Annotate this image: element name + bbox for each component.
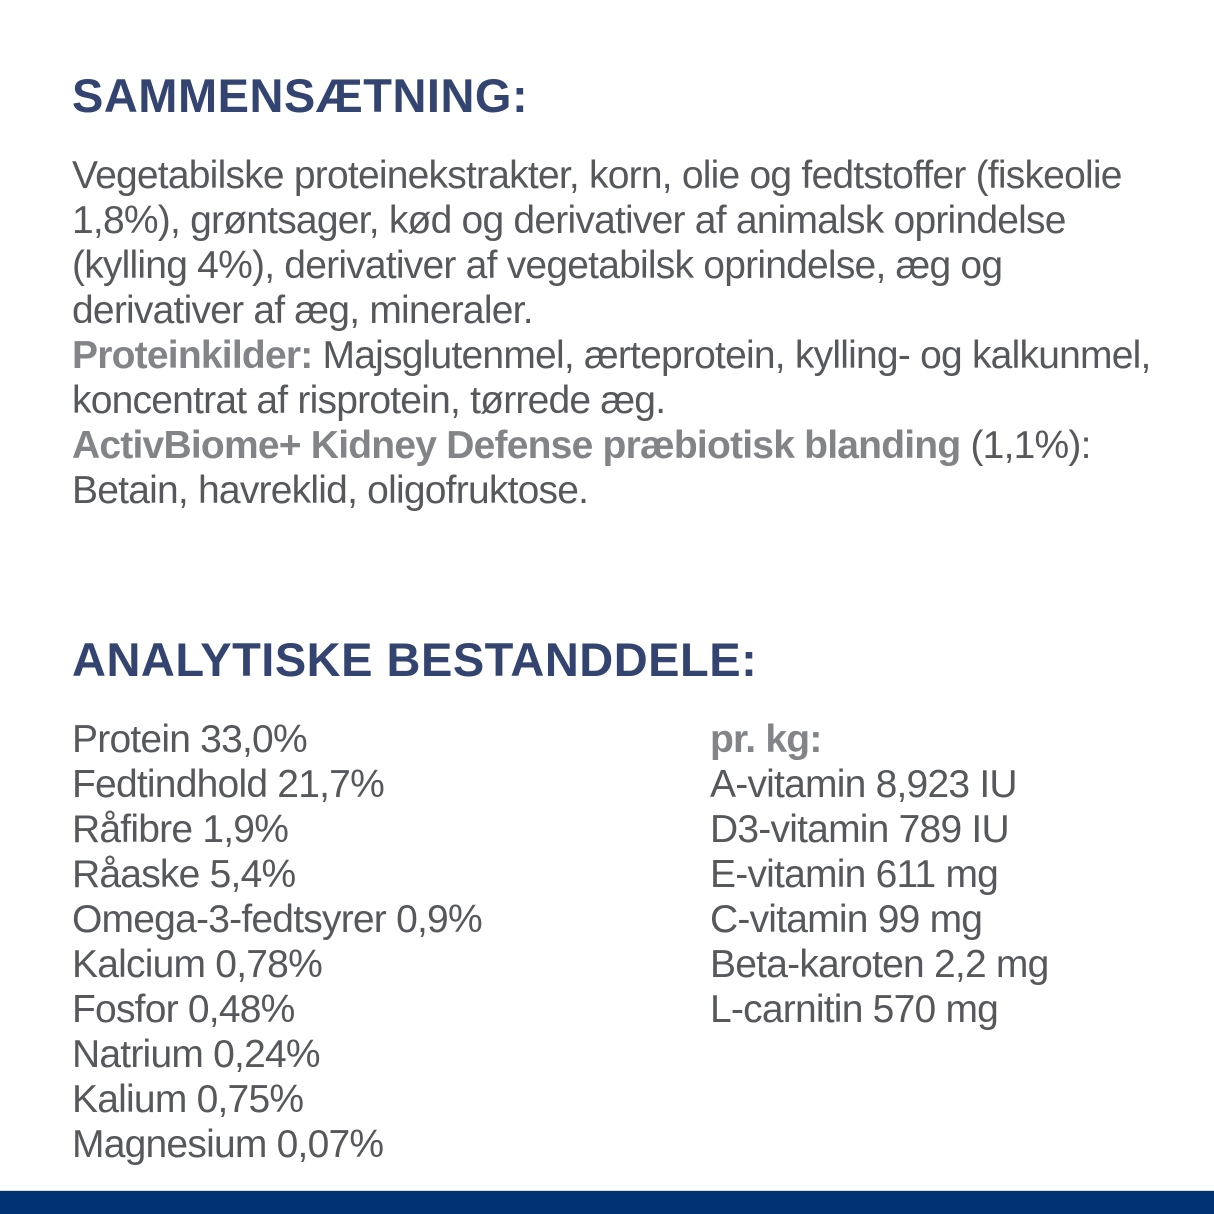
analysis-item-vitamin-d3: D3-vitamin 789 IU	[710, 808, 1009, 851]
analysis-item-magnesium: Magnesium 0,07%	[72, 1123, 384, 1166]
analysis-columns	[72, 717, 1158, 1167]
analysis-left-column	[72, 717, 710, 1167]
analysis-item-omega3: Omega-3-fedtsyrer 0,9%	[72, 898, 482, 941]
composition-body	[72, 153, 1158, 513]
composition-section	[72, 69, 1158, 513]
analysis-item-ash: Råaske 5,4%	[72, 853, 296, 896]
protein-sources-text: Majsglutenmel, ærteprotein, kylling- og kalkunmel, koncentrat af risprotein, tørrede æg.	[72, 334, 1151, 422]
analysis-right-column	[710, 717, 1158, 1167]
analysis-item-betacarotene: Beta-karoten 2,2 mg	[710, 943, 1049, 986]
analysis-section	[72, 633, 1158, 1167]
activbiome-text: (1,1%): Betain, havreklid, oligofruktose.	[72, 424, 1091, 512]
per-kg-label: pr. kg:	[710, 718, 822, 761]
analysis-item-vitamin-e: E-vitamin 611 mg	[710, 853, 999, 896]
analysis-item-phosphorus: Fosfor 0,48%	[72, 988, 295, 1031]
protein-sources-paragraph	[72, 333, 1158, 423]
activbiome-label: ActivBiome+ Kidney Defense præbiotisk blanding	[72, 424, 961, 467]
analysis-item-vitamin-c: C-vitamin 99 mg	[710, 898, 983, 941]
activbiome-paragraph	[72, 423, 1158, 513]
ingredients-paragraph: Vegetabilske proteinekstrakter, korn, olie og fedtstoffer (fiskeolie 1,8%), grøntsager, kød og derivativer af animalsk oprindelse (kylling 4%), derivativer af vegetabilsk oprindelse, æg og derivativer af æg, mineraler.	[72, 154, 1122, 332]
analysis-item-fibre: Råfibre 1,9%	[72, 808, 289, 851]
analysis-item-potassium: Kalium 0,75%	[72, 1078, 304, 1121]
protein-sources-label: Proteinkilder:	[72, 334, 313, 377]
analysis-item-fat: Fedtindhold 21,7%	[72, 763, 384, 806]
analysis-item-sodium: Natrium 0,24%	[72, 1033, 320, 1076]
analysis-item-protein: Protein 33,0%	[72, 718, 307, 761]
analysis-heading: ANALYTISKE BESTANDDELE:	[72, 633, 758, 686]
analysis-item-calcium: Kalcium 0,78%	[72, 943, 322, 986]
composition-heading: SAMMENSÆTNING:	[72, 69, 529, 122]
analysis-item-vitamin-a: A-vitamin 8,923 IU	[710, 763, 1017, 806]
bottom-accent-bar	[0, 1190, 1214, 1214]
analysis-item-lcarnitine: L-carnitin 570 mg	[710, 988, 999, 1031]
